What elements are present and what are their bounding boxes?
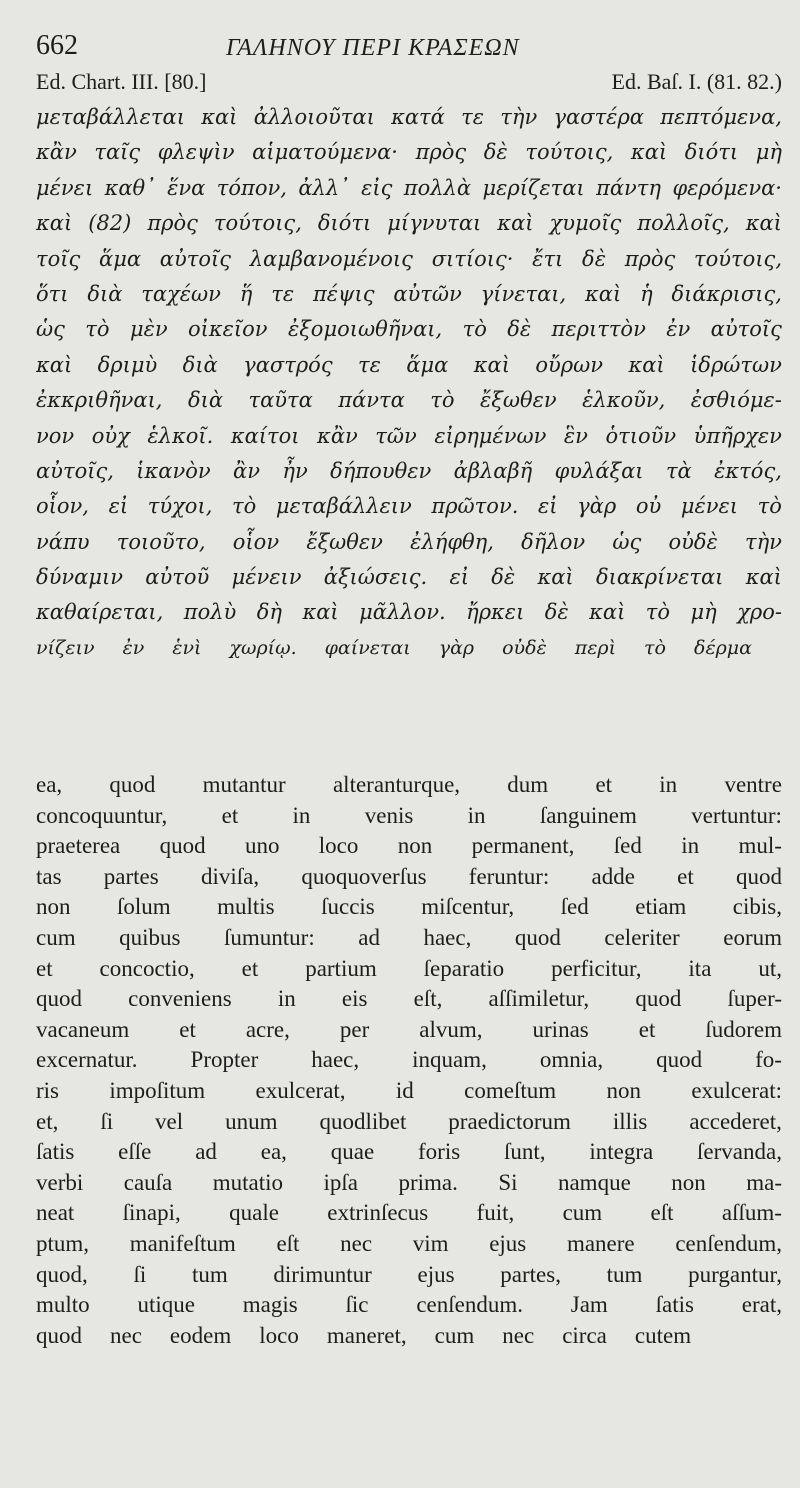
latin-text-line: cum quibus ſumuntur: ad haec, quod celeriter eorum (36, 924, 782, 950)
page-header (36, 28, 782, 68)
greek-text-line: οἷον, εἰ τύχοι, τὸ μεταβάλλειν πρῶτον. εἰ γὰρ οὐ μένει τὸ (36, 494, 782, 519)
latin-text-line: verbi cauſa mutatio ipſa prima. Si namque non ma- (36, 1169, 782, 1195)
edition-reference-basel: Ed. Baſ. I. (81. 82.) (611, 69, 782, 94)
latin-text-line: excernatur. Propter haec, inquam, omnia, quod fo- (36, 1047, 782, 1073)
book-page (36, 28, 782, 1468)
latin-text-line: quod nec eodem loco maneret, cum nec circa cutem (36, 1322, 692, 1348)
greek-text-line: μεταβάλλεται καὶ ἀλλοιοῦται κατά τε τὴν γαστέρα πεπτόμενα, (36, 105, 782, 129)
running-title: ΓΑΛΗΝΟΥ ΠΕΡΙ ΚΡΑΣΕΩΝ (226, 35, 520, 61)
greek-text-line: νίζειν ἐν ἑνὶ χωρίῳ. φαίνεται γὰρ οὐδὲ περὶ τὸ δέρμα (36, 636, 752, 659)
latin-text-line: quod conveniens in eis eſt, aſſimiletur, quod ſuper- (36, 986, 782, 1012)
greek-text-line: νον οὐχ ἑλκοῖ. καίτοι κἂν τῶν εἰρημένων ἓν ὁτιοῦν ὑπῆρχεν (36, 423, 782, 448)
latin-text-line: ſatis eſſe ad ea, quae foris ſunt, integra ſervanda, (36, 1139, 782, 1165)
latin-text-line: concoquuntur, et in venis in ſanguinem vertuntur: (36, 802, 782, 828)
greek-text-line: καὶ (82) πρὸς τούτοις, διότι μίγνυται καὶ χυμοῖς πολλοῖς, καὶ (36, 211, 782, 236)
greek-text-line: αὐτοῖς, ἱκανὸν ἂν ἦν δήπουθεν ἀβλαβῆ φυλάξαι τὰ ἐκτός, (36, 458, 782, 483)
latin-text-line: tas partes diviſa, quoquoverſus feruntur: adde et quod (36, 863, 782, 889)
latin-text-line: ris impoſitum exulcerat, id comeſtum non exulcerat: (36, 1077, 782, 1103)
latin-text-block (36, 770, 782, 1351)
latin-text-line: et concoctio, et partium ſeparatio perficitur, ita ut, (36, 955, 782, 981)
greek-text-line: τοῖς ἅμα αὐτοῖς λαμβανομένοις σιτίοις· ἔτι δὲ πρὸς τούτοις, (36, 246, 782, 271)
latin-text-line: neat ſinapi, quale extrinſecus fuit, cum eſt aſſum- (36, 1200, 782, 1226)
greek-text-block (36, 100, 782, 666)
page-number: 662 (36, 30, 78, 61)
latin-text-line: vacaneum et acre, per alvum, urinas et ſudorem (36, 1016, 782, 1042)
latin-text-line: multo utique magis ſic cenſendum. Jam ſatis erat, (36, 1292, 782, 1318)
greek-text-line: ὅτι διὰ ταχέων ἥ τε πέψις αὐτῶν γίνεται, καὶ ἡ διάκρισις, (36, 281, 782, 306)
latin-text-line: non ſolum multis ſuccis miſcentur, ſed etiam cibis, (36, 894, 782, 920)
latin-text-line: ptum, manifeſtum eſt nec vim ejus manere cenſendum, (36, 1230, 782, 1256)
latin-text-line: quod, ſi tum dirimuntur ejus partes, tum purgantur, (36, 1261, 782, 1287)
latin-text-line: ea, quod mutantur alteranturque, dum et in ventre (36, 772, 782, 797)
greek-text-line: κἂν ταῖς φλεψὶν αἱματούμενα· πρὸς δὲ τούτοις, καὶ διότι μὴ (36, 140, 782, 165)
latin-text-line: praeterea quod uno loco non permanent, ſed in mul- (36, 833, 782, 859)
latin-text-line: et, ſi vel unum quodlibet praedictorum illis accederet, (36, 1108, 782, 1134)
greek-text-line: ὡς τὸ μὲν οἰκεῖον ἐξομοιωθῆναι, τὸ δὲ περιττὸν ἐν αὐτοῖς (36, 317, 782, 342)
greek-text-line: καὶ δριμὺ διὰ γαστρός τε ἅμα καὶ οὔρων καὶ ἱδρώτων (36, 352, 782, 377)
greek-text-line: καθαίρεται, πολὺ δὴ καὶ μᾶλλον. ἤρκει δὲ καὶ τὸ μὴ χρο- (36, 600, 782, 625)
greek-text-line: δύναμιν αὐτοῦ μένειν ἀξιώσεις. εἰ δὲ καὶ διακρίνεται καὶ (36, 565, 782, 590)
greek-text-line: ἐκκριθῆναι, διὰ ταῦτα πάντα τὸ ἔξωθεν ἑλκοῦν, ἐσθιόμε- (36, 388, 782, 413)
greek-text-line: νάπυ τοιοῦτο, οἷον ἔξωθεν ἐλήφθη, δῆλον ὡς οὐδὲ τὴν (36, 529, 782, 554)
edition-references (36, 68, 782, 96)
edition-reference-chartier: Ed. Chart. III. [80.] (36, 69, 207, 94)
greek-text-line: μένει καθ᾽ ἕνα τόπον, ἀλλ᾽ εἰς πολλὰ μερίζεται πάντη φερόμενα· (36, 175, 782, 200)
